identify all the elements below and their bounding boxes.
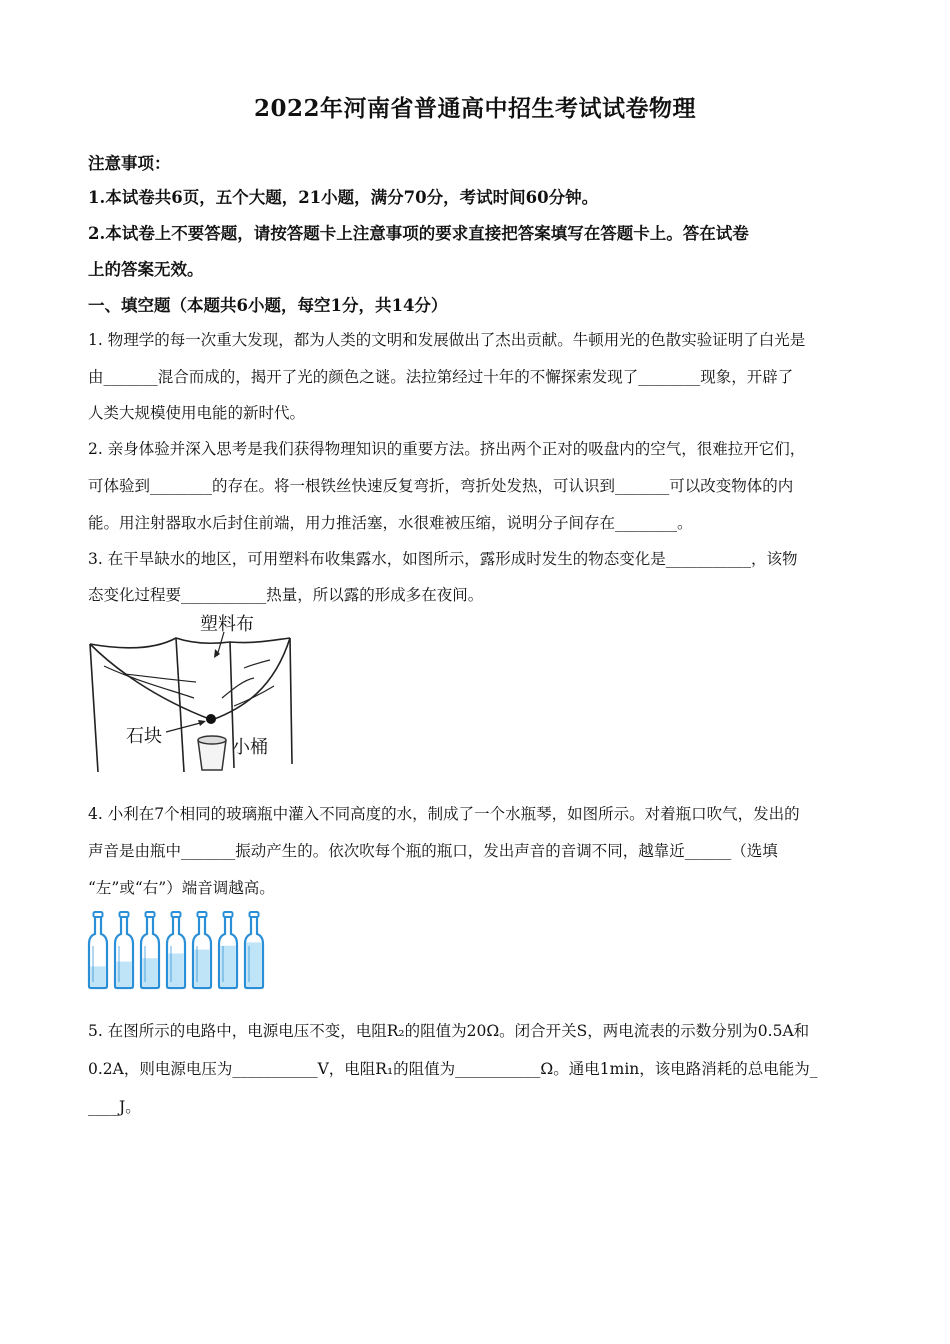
bottle [89, 912, 107, 988]
bottle-cap [120, 912, 129, 917]
bottle [167, 912, 185, 988]
section-1-heading: 一、填空题（本题共6小题，每空1分，共14分） [88, 296, 448, 315]
bottle [245, 912, 263, 988]
bottle-cap [250, 912, 259, 917]
bottle-cap [172, 912, 181, 917]
bottle [141, 912, 159, 988]
bottle [193, 912, 211, 988]
q5-line-3: ____J。 [88, 1098, 141, 1116]
q3-line-2: 态变化过程要___________热量，所以露的形成多在夜间。 [88, 586, 484, 604]
q1-line-3: 人类大规模使用电能的新时代。 [88, 404, 306, 422]
q4-line-1: 4. 小利在7个相同的玻璃瓶中灌入不同高度的水，制成了一个水瓶琴，如图所示。对着瓶口吹气，发出的 [88, 805, 800, 823]
q3-line-1: 3. 在干旱缺水的地区，可用塑料布收集露水，如图所示，露形成时发生的物态变化是___________，该物 [88, 550, 798, 568]
q2-line-1: 2. 亲身体验并深入思考是我们获得物理知识的重要方法。挤出两个正对的吸盘内的空气，很难拉开它们， [88, 440, 806, 458]
q5-line-2: 0.2A，则电源电压为___________V，电阻R₁的阻值为___________Ω。通电1min，该电路消耗的总电能为_ [88, 1060, 818, 1078]
q1-line-2: 由_______混合而成的，揭开了光的颜色之谜。法拉第经过十年的不懈探索发现了________现象，开辟了 [88, 368, 794, 386]
q5-line-1: 5. 在图所示的电路中，电源电压不变，电阻R₂的阻值为20Ω。闭合开关S，两电流表的示数分别为0.5A和 [88, 1022, 810, 1040]
q1-line-1: 1. 物理学的每一次重大发现，都为人类的文明和发展做出了杰出贡献。牛顿用光的色散实验证明了白光是 [88, 331, 806, 349]
notice-item-2-line-2: 上的答案无效。 [88, 260, 204, 279]
bottle-cap [224, 912, 233, 917]
stone-label: 石块 [126, 726, 162, 747]
page-title: 2022年河南省普通高中招生考试试卷物理 [253, 95, 696, 122]
notice-item-1: 1.本试卷共6页，五个大题，21小题，满分70分，考试时间60分钟。 [88, 188, 599, 207]
water-bottles-figure [86, 910, 270, 992]
q4-line-2: 声音是由瓶中_______振动产生的。依次吹每个瓶的瓶口，发出声音的音调不同，越靠近______（选填 [88, 842, 778, 860]
bottle-cap [94, 912, 103, 917]
notice-item-2-line-1: 2.本试卷上不要答题，请按答题卡上注意事项的要求直接把答案填写在答题卡上。答在试卷 [88, 224, 749, 243]
q2-line-2: 可体验到________的存在。将一根铁丝快速反复弯折，弯折处发热，可认识到_______可以改变物体的内 [88, 477, 794, 495]
bucket-label: 小桶 [232, 737, 268, 758]
bottle [115, 912, 133, 988]
notice-heading: 注意事项： [88, 154, 171, 173]
bottle-cap [198, 912, 207, 917]
cloth-label: 塑料布 [200, 614, 254, 635]
bottle-cap [146, 912, 155, 917]
dew-collection-figure [84, 608, 314, 778]
q2-line-3: 能。用注射器取水后封住前端，用力推活塞，水很难被压缩，说明分子间存在________。 [88, 514, 693, 532]
q4-line-3: “左”或“右”）端音调越高。 [88, 879, 275, 897]
bottle [219, 912, 237, 988]
